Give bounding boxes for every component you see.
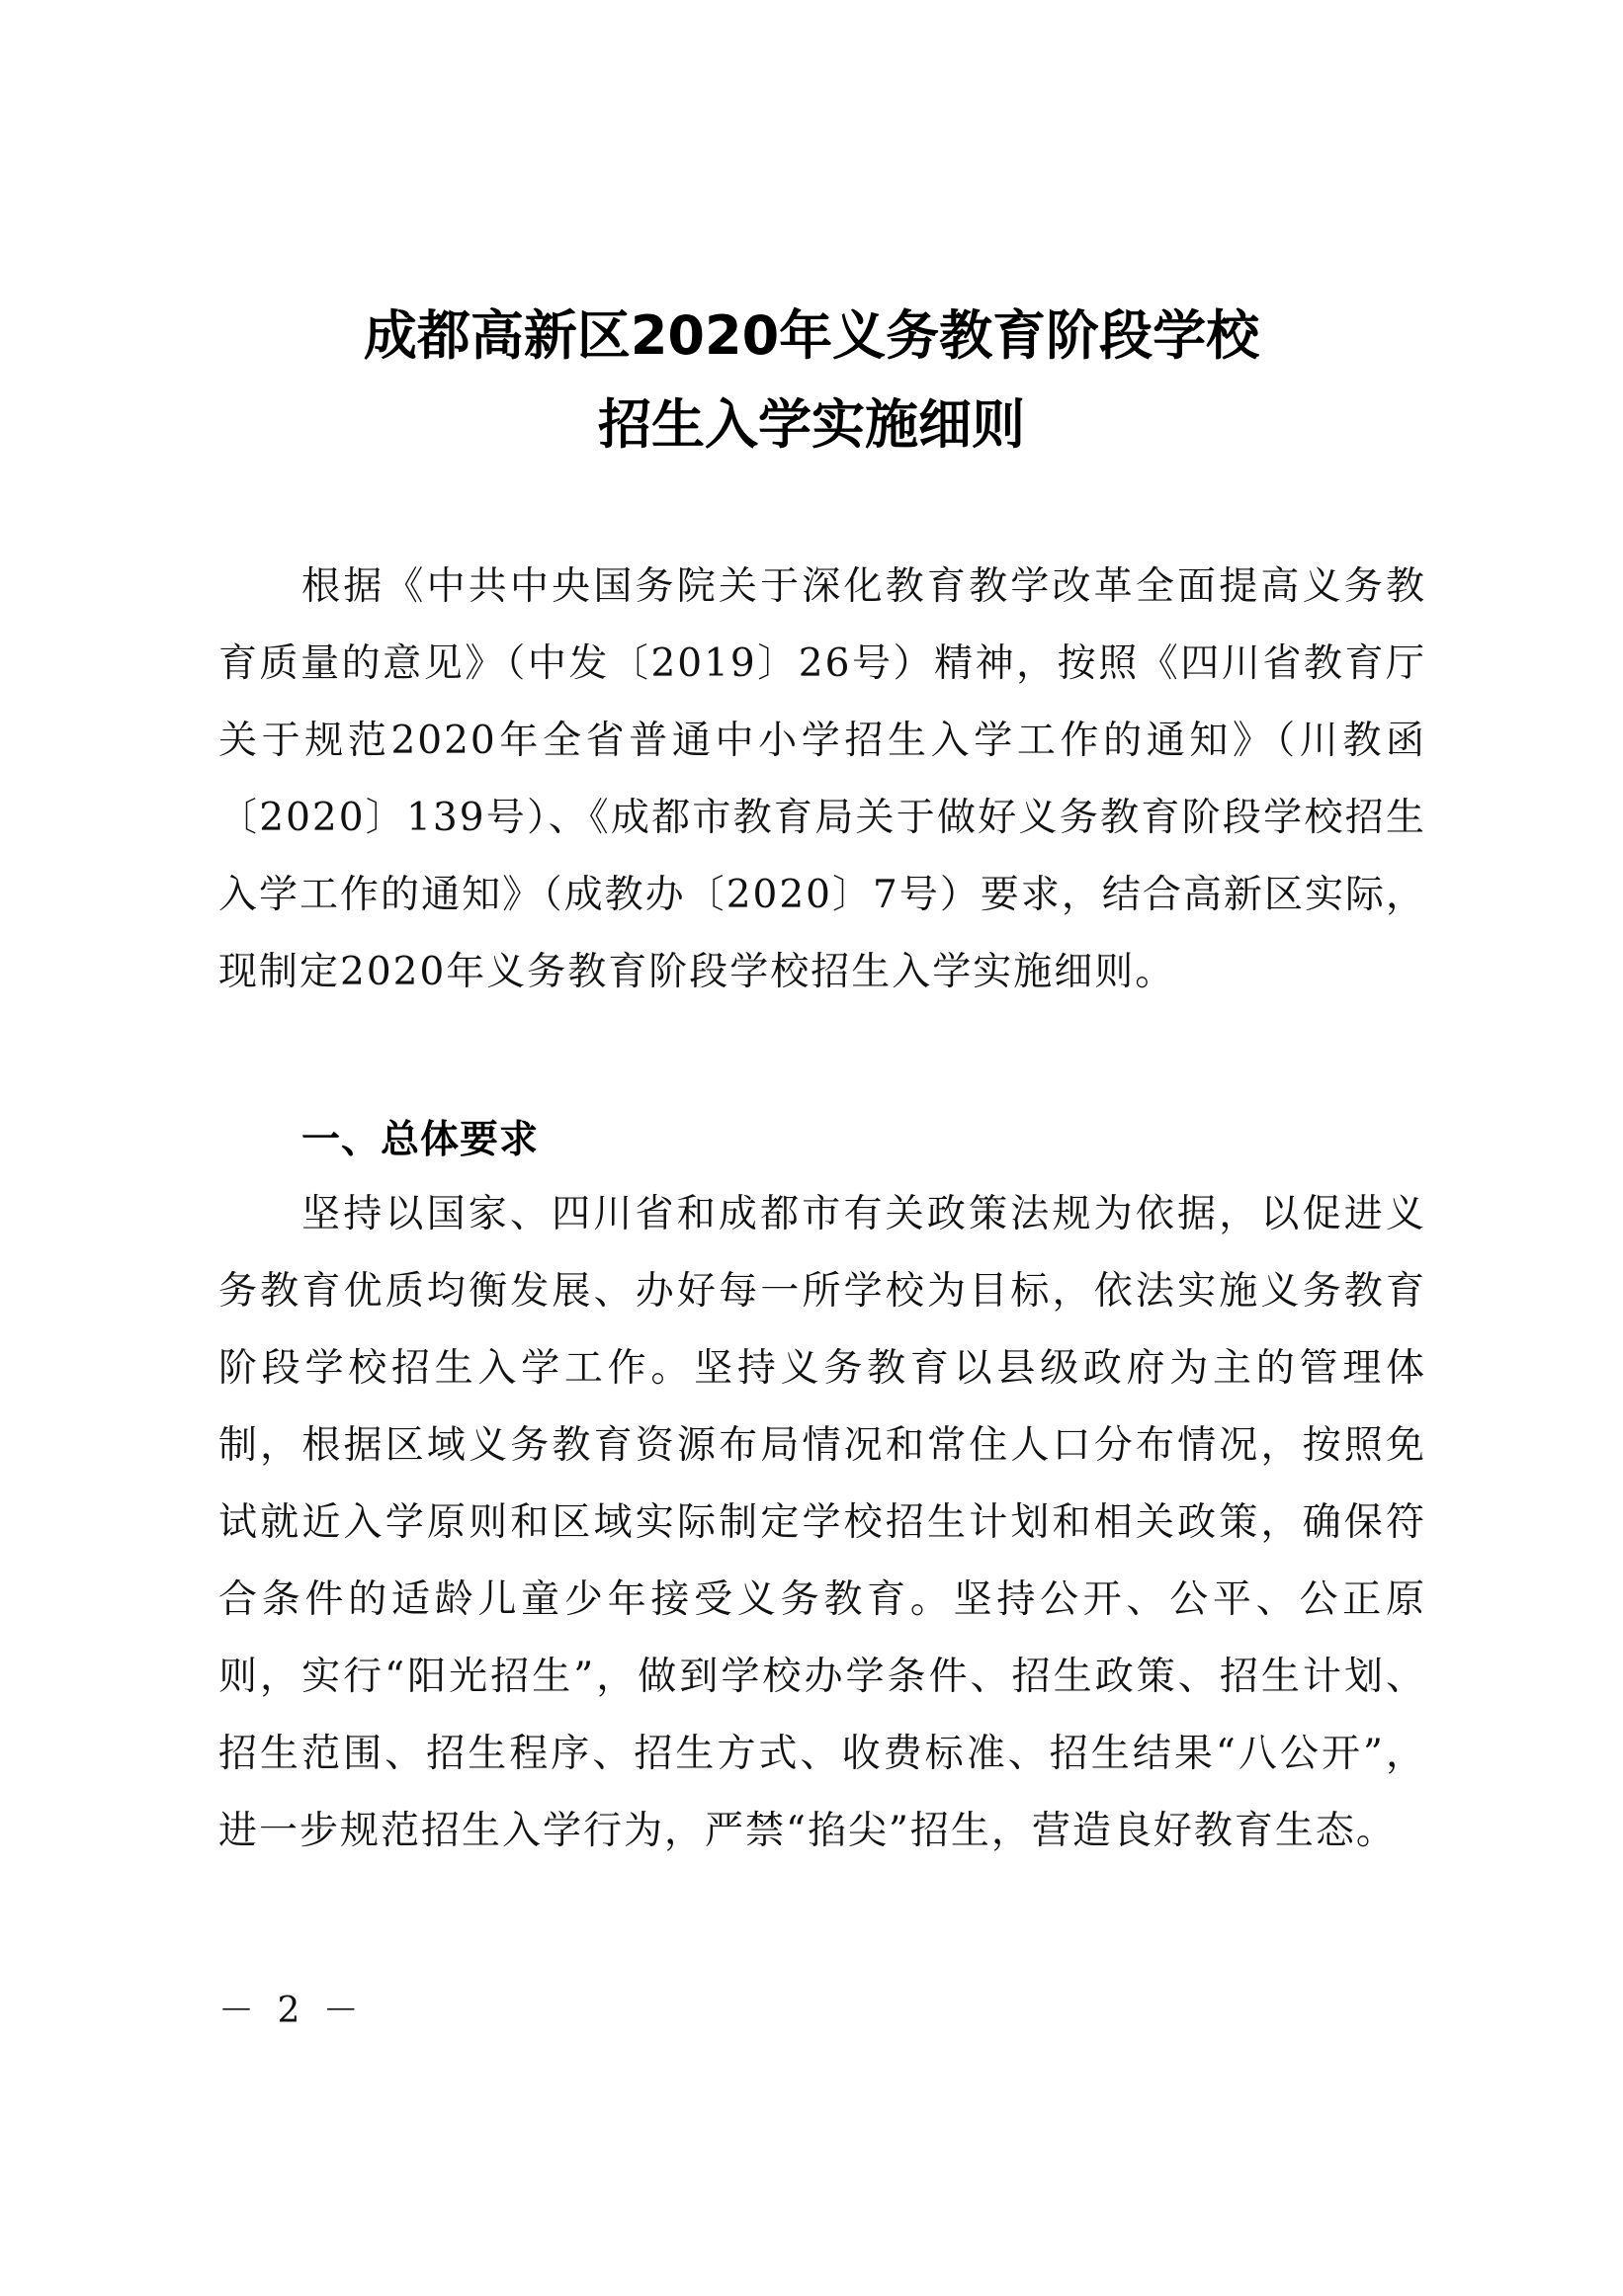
general-requirements-paragraph: 坚持以国家、四川省和成都市有关政策法规为依据，以促进义务教育优质均衡发展、办好每一所学校为目标，依法实施义务教育阶段学校招生入学工作。坚持义务教育以县级政府为主的管理体制，根据区域义务教育资源布局情况和常住人口分布情况，按照免试就近入学原则和区域实际制定学校招生计划和相关政策，确保符合条件的适龄儿童少年接受义务教育。坚持公开、公平、公正原则，实行“阳光招生”，做到学校办学条件、招生政策、招生计划、招生范围、招生程序、招生方式、收费标准、招生结果“八公开”，进一步规范招生入学行为，严禁“掐尖”招生，营造良好教育生态。	[218, 1192, 1426, 1853]
document-title-line-2: 招生入学实施细则	[598, 393, 1025, 456]
intro-paragraph: 根据《中共中央国务院关于深化教育教学改革全面提高义务教育质量的意见》（中发〔2019〕26号）精神，按照《四川省教育厅关于规范2020年全省普通中小学招生入学工作的通知》（川教函〔2020〕139号）、《成都市教育局关于做好义务教育阶段学校招生入学工作的通知》（成教办〔2020〕7号）要求，结合高新区实际，现制定2020年义务教育阶段学校招生入学实施细则。	[218, 564, 1426, 994]
page-number: － 2 －	[218, 1991, 365, 2031]
document-title-line-1: 成都高新区2020年义务教育阶段学校	[363, 304, 1260, 367]
section-heading-general-requirements: 一、总体要求	[301, 1118, 540, 1162]
